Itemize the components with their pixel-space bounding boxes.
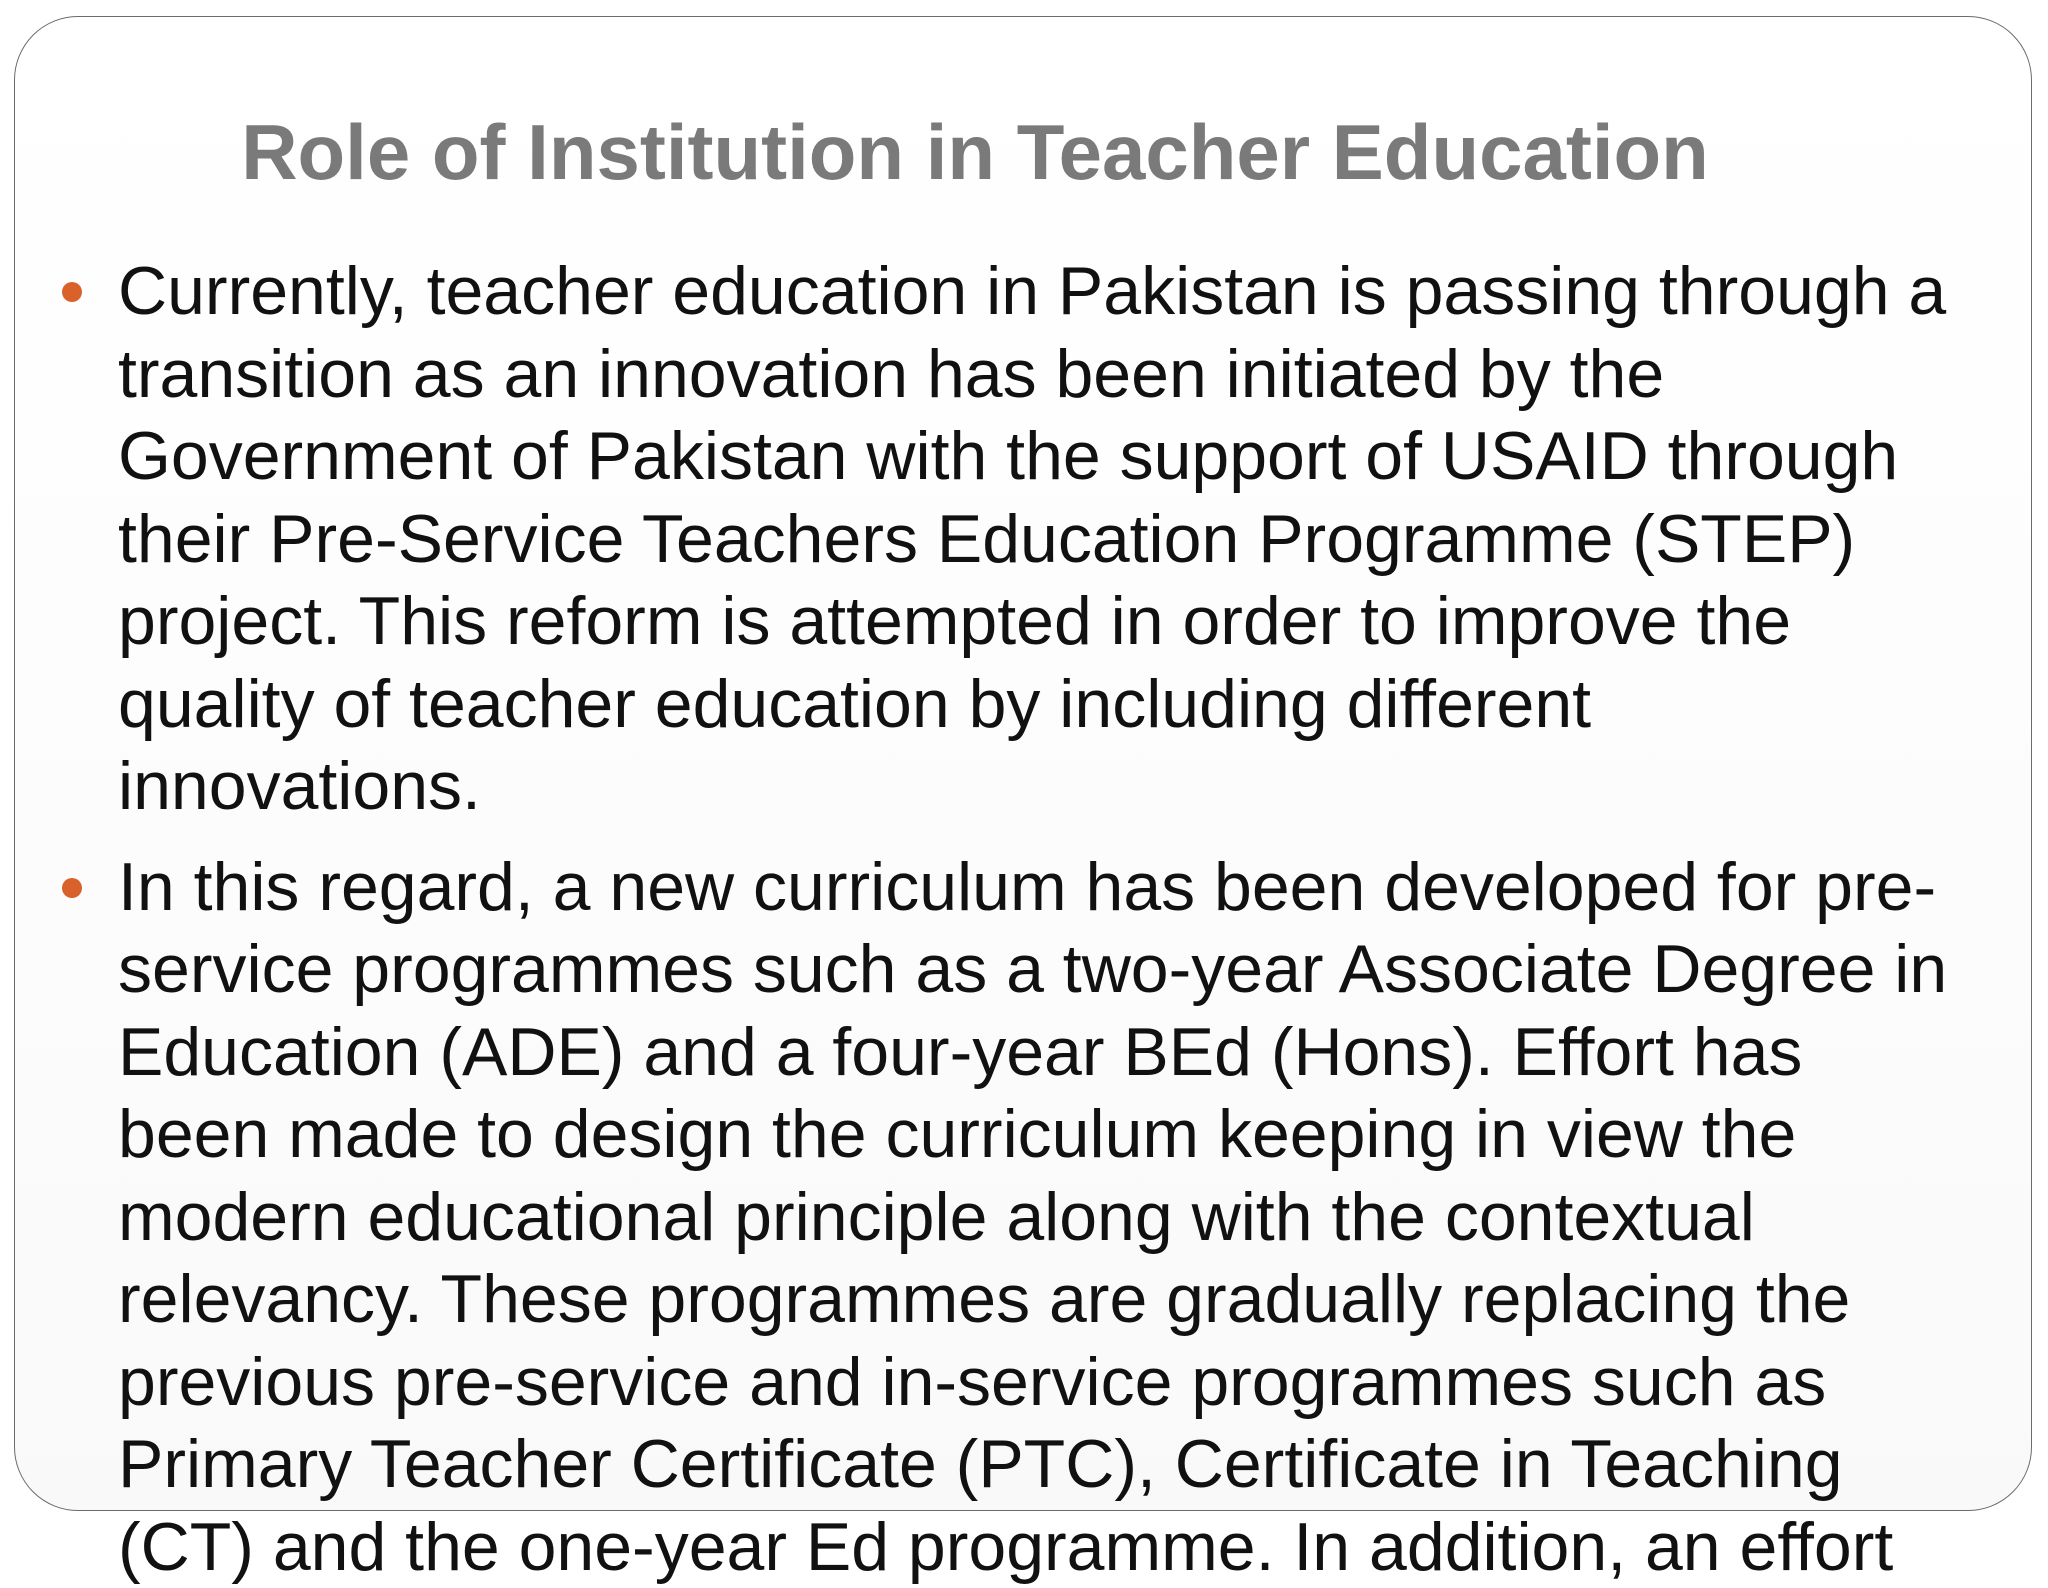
text-line: quality of teacher education by including different [118,663,2008,746]
text-line: project. This reform is attempted in order to improve the [118,580,2008,663]
text-line: Primary Teacher Certificate (PTC), Certificate in Teaching [118,1423,2008,1506]
bullet-dot-icon [62,878,82,898]
bullet-item-2 [0,846,2048,1588]
bullet-text [118,846,2008,1588]
text-line: their Pre-Service Teachers Education Programme (STEP) [118,498,2008,581]
text-line: transition as an innovation has been initiated by the [118,333,2008,416]
slide-title: Role of Institution in Teacher Education [0,108,1950,198]
bullet-text [118,250,2008,828]
text-line: been made to design the curriculum keeping in view the [118,1093,2008,1176]
text-line: modern educational principle along with the contextual [118,1176,2008,1259]
text-line: previous pre-service and in-service programmes such as [118,1341,2008,1424]
text-line: (CT) and the one-year Ed programme. In addition, an effort [118,1506,2008,1588]
text-line: Government of Pakistan with the support of USAID through [118,415,2008,498]
text-line: relevancy. These programmes are gradually replacing the [118,1258,2008,1341]
text-line: Education (ADE) and a four-year BEd (Hons). Effort has [118,1011,2008,1094]
bullet-item-1 [0,250,2048,828]
text-line: service programmes such as a two-year Associate Degree in [118,928,2008,1011]
text-line: Currently, teacher education in Pakistan is passing through a [118,250,2008,333]
text-line: In this regard, a new curriculum has been developed for pre- [118,846,2008,929]
slide-content [0,250,2048,1588]
text-line: innovations. [118,745,2008,828]
bullet-dot-icon [62,282,82,302]
